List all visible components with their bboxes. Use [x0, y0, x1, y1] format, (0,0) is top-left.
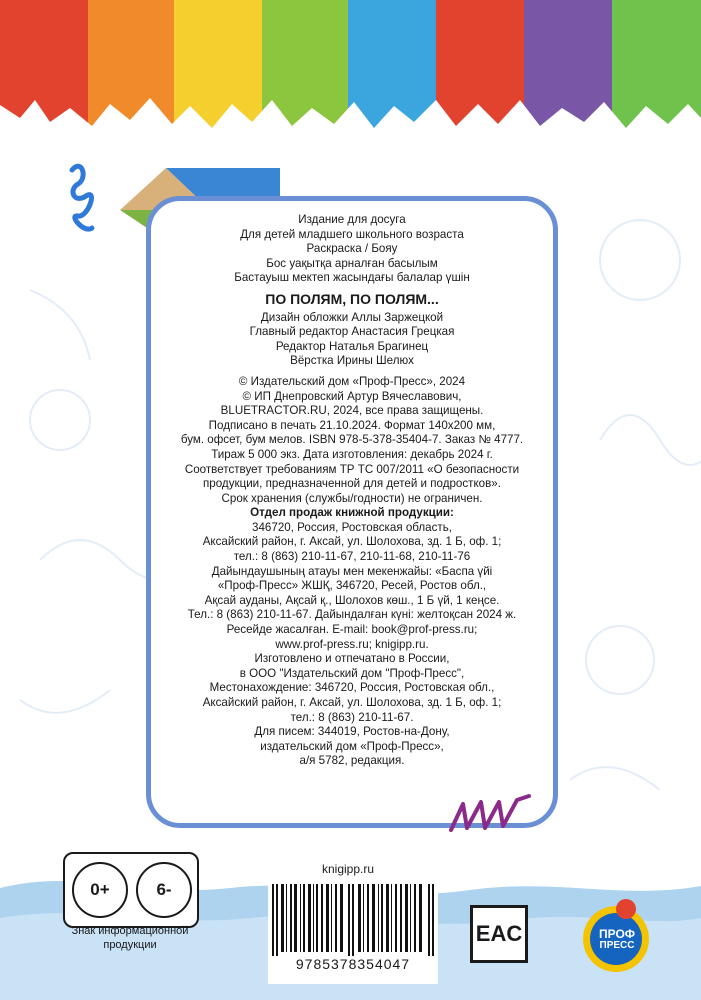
- sales-line-4: Дайындаушының атауы мен мекенжайы: «Баспа үйі: [211, 564, 493, 578]
- intro-line-4: Бос уақытқа арналған басылым: [266, 256, 438, 270]
- sales-line-9: www.prof-press.ru; knigipp.ru.: [275, 637, 429, 651]
- logo-line-1: ПРОФ: [598, 927, 636, 941]
- sales-line-5: «Проф-Пресс» ЖШҚ, 346720, Ресей, Ростов обл.,: [217, 579, 487, 593]
- sales-line-8: Ресейде жасалған. E-mail: book@prof-press.ru;: [226, 623, 478, 637]
- sales-line-16: издательский дом «Проф-Пресс»,: [260, 739, 444, 753]
- rights-line-5: бум. офсет, бум мелов. ISBN 978-5-378-35404-7. Заказ № 4777.: [180, 433, 524, 447]
- intro-line-1: Издание для досуга: [298, 213, 406, 226]
- rights-line-1: © Издательский дом «Проф-Пресс», 2024: [238, 374, 466, 388]
- age-caption-line-2: продукции: [103, 939, 157, 951]
- rights-line-9: Срок хранения (службы/годности) не ограничен.: [221, 491, 483, 505]
- publisher-logo-text: [594, 928, 640, 952]
- credit-line-4: Вёрстка Ирины Шелюх: [290, 354, 414, 368]
- rights-line-2: © ИП Днепровский Артур Вячеславович,: [242, 389, 462, 403]
- sales-line-3: тел.: 8 (863) 210-11-67, 210-11-68, 210-11-76: [233, 550, 471, 564]
- age-caption-line-1: Знак информационной: [71, 925, 189, 937]
- squiggle-decoration: [445, 790, 535, 840]
- rights-line-4: Подписано в печать 21.10.2024. Формат 140x200 мм,: [208, 418, 496, 432]
- sales-line-17: а/я 5782, редакция.: [299, 754, 405, 768]
- age-sign-caption: [40, 924, 220, 952]
- sales-line-2: Аксайский район, г. Аксай, ул. Шолохова, зд. 1 Б, оф. 1;: [202, 535, 502, 549]
- age-sign-6-minus: 6-: [136, 862, 192, 918]
- rights-line-7: Соответствует требованиям ТР ТС 007/2011 «О безопасности: [184, 462, 520, 476]
- colophon-text: [160, 213, 544, 769]
- intro-line-3: Раскраска / Бояу: [306, 242, 398, 256]
- sales-line-11: в ООО "Издательский дом "Проф-Пресс",: [239, 666, 465, 680]
- rights-line-3: BLUETRACTOR.RU, 2024, все права защищены.: [220, 404, 484, 418]
- rights-line-8: продукции, предназначенной для детей и подростков».: [203, 477, 501, 491]
- sales-line-12: Местонахождение: 346720, Россия, Ростовская обл.,: [209, 681, 495, 695]
- sales-line-10: Изготовлено и отпечатано в России,: [254, 652, 450, 666]
- sales-heading: Отдел продаж книжной продукции:: [250, 506, 454, 520]
- intro-line-5: Бастауыш мектеп жасындағы балалар үшін: [234, 271, 470, 285]
- sales-line-13: Аксайский район, г. Аксай, ул. Шолохова, зд. 1 Б, оф. 1;: [202, 696, 502, 709]
- sales-line-14: тел.: 8 (863) 210-11-67.: [290, 710, 414, 724]
- eac-mark: EAC: [470, 905, 528, 963]
- age-sign-0-plus: 0+: [72, 862, 128, 918]
- sales-line-7: Тел.: 8 (863) 210-11-67. Дайындалған күні: желтоқсан 2024 ж.: [187, 608, 517, 622]
- barcode-icon: [272, 884, 434, 958]
- credit-line-1: Дизайн обложки Аллы Заржецкой: [260, 310, 444, 324]
- site-url: knigipp.ru: [322, 862, 375, 876]
- sales-line-15: Для писем: 344019, Ростов-на-Дону,: [254, 725, 450, 739]
- credit-line-2: Главный редактор Анастасия Грецкая: [249, 325, 455, 339]
- book-title: ПО ПОЛЯМ, ПО ПОЛЯМ...: [265, 290, 439, 307]
- top-color-stripes: [0, 0, 701, 150]
- rights-line-6: Тираж 5 000 экз. Дата изготовления: декабрь 2024 г.: [211, 447, 493, 461]
- sales-line-1: 346720, Россия, Ростовская область,: [252, 520, 452, 534]
- logo-line-2: ПРЕСС: [599, 940, 635, 951]
- credit-line-3: Редактор Наталья Брагинец: [275, 339, 429, 353]
- intro-line-2: Для детей младшего школьного возраста: [240, 227, 464, 241]
- barcode-number: 9785378354047: [268, 956, 438, 972]
- sales-line-6: Ақсай ауданы, Ақсай қ., Шолохов көш., 1 Б үй, 1 кеңсе.: [204, 593, 500, 607]
